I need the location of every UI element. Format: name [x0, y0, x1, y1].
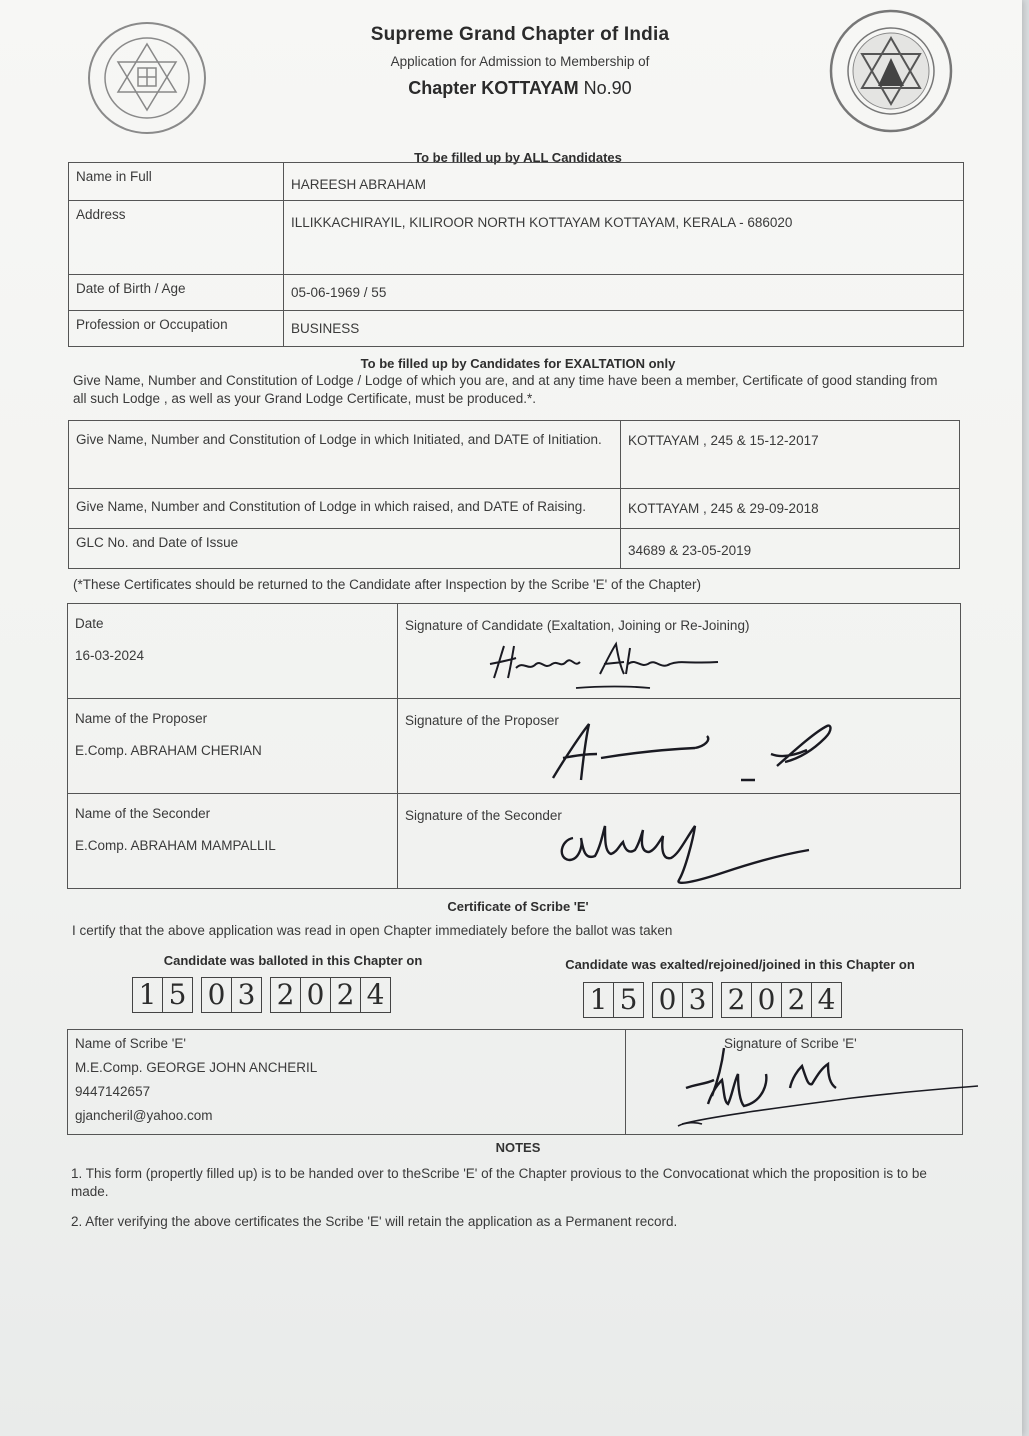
chapter-number: No.90 [583, 78, 632, 98]
digit: 5 [168, 978, 187, 1011]
note-2: 2. After verifying the above certificates the Scribe 'E' will retain the application as a Permanent record. [71, 1214, 678, 1229]
digit: 1 [133, 978, 163, 1012]
exalted-date-boxes [583, 982, 850, 1018]
exaltation-instruction: Give Name, Number and Constitution of Lodge / Lodge of which you are, and at any time have been a member, Certificate of good standing from all such Lodge , as well as your Grand Lodge Certificate, must be produced.*. [73, 373, 938, 406]
address-value: ILLIKKACHIRAYIL, KILIROOR NORTH KOTTAYAM KOTTAYAM, KERALA - 686020 [284, 201, 964, 275]
balloted-month-box [201, 977, 262, 1013]
scribe-signature [672, 1044, 982, 1130]
digit: 2 [331, 978, 361, 1012]
digit: 0 [752, 983, 782, 1017]
glc-value: 34689 & 23-05-2019 [621, 529, 960, 569]
exalted-year-box [721, 982, 842, 1018]
seconder-label: Name of the Seconder [75, 806, 211, 821]
exalted-label: Candidate was exalted/rejoined/joined in this Chapter on [565, 957, 915, 972]
name-value: HAREESH ABRAHAM [284, 163, 964, 201]
scribe-name: M.E.Comp. GEORGE JOHN ANCHERIL [75, 1060, 318, 1075]
scribe-label: Name of Scribe 'E' [75, 1036, 186, 1051]
balloted-year-box [270, 977, 391, 1013]
lodge-details-table [68, 420, 960, 569]
section-all-candidates-title: To be filled up by ALL Candidates [414, 150, 622, 165]
date-value: 16-03-2024 [75, 648, 145, 663]
digit: 4 [366, 978, 385, 1011]
certificates-footnote: (*These Certificates should be returned to the Candidate after Inspection by the Scribe 'E' of the Chapter) [73, 577, 702, 592]
proposer-signature [545, 718, 845, 790]
digit: 2 [782, 983, 812, 1017]
chapter-title [300, 78, 740, 99]
proposer-label: Name of the Proposer [75, 711, 208, 726]
dob-label: Date of Birth / Age [69, 275, 284, 311]
chapter-name: Chapter KOTTAYAM [408, 78, 579, 98]
form-header [300, 24, 740, 99]
candidate-signature-label: Signature of Candidate (Exaltation, Joining or Re-Joining) [405, 618, 750, 633]
balloted-label: Candidate was balloted in this Chapter on [163, 953, 423, 968]
candidate-signature [480, 638, 730, 696]
digit: 1 [584, 983, 614, 1017]
scribe-signature-label: Signature of Scribe 'E' [724, 1036, 857, 1051]
note-1: 1. This form (propertly filled up) is to be handed over to theScribe 'E' of the Chapter provious to the Convocationat which the proposition is to be made. [71, 1166, 927, 1199]
raising-value: KOTTAYAM , 245 & 29-09-2018 [621, 489, 960, 529]
certificate-title: Certificate of Scribe 'E' [447, 899, 589, 914]
digit: 2 [271, 978, 301, 1012]
exalted-month-box [652, 982, 713, 1018]
glc-label: GLC No. and Date of Issue [69, 529, 621, 569]
digit: 0 [301, 978, 331, 1012]
scribe-details-cell [68, 1030, 626, 1135]
balloted-date-boxes [132, 977, 399, 1013]
supreme-grand-chapter-seal-icon [86, 20, 208, 136]
proposer-signature-label: Signature of the Proposer [405, 713, 559, 728]
seconder-name: E.Comp. ABRAHAM MAMPALLIL [75, 838, 276, 853]
exalted-day-box [583, 982, 644, 1018]
candidate-details-table [68, 162, 964, 347]
scribe-phone: 9447142657 [75, 1084, 151, 1099]
seconder-signature [555, 810, 815, 890]
form-subtitle: Application for Admission to Membership of [390, 54, 650, 69]
initiation-value: KOTTAYAM , 245 & 15-12-2017 [621, 421, 960, 489]
digit: 0 [653, 983, 683, 1017]
name-label: Name in Full [69, 163, 284, 201]
scribe-email: gjancheril@yahoo.com [75, 1108, 213, 1123]
occupation-value: BUSINESS [284, 311, 964, 347]
raising-label: Give Name, Number and Constitution of Lodge in which raised, and DATE of Raising. [69, 489, 621, 529]
notes-title: NOTES [495, 1140, 541, 1155]
proposer-cell [68, 699, 398, 794]
certificate-statement: I certify that the above application was read in open Chapter immediately before the ballot was taken [72, 923, 673, 938]
section-exaltation-title: To be filled up by Candidates for EXALTATION only [360, 356, 676, 371]
date-cell [68, 604, 398, 699]
address-label: Address [69, 201, 284, 275]
digit: 2 [722, 983, 752, 1017]
digit: 0 [202, 978, 232, 1012]
dob-value: 05-06-1969 / 55 [284, 275, 964, 311]
digit: 3 [237, 978, 256, 1011]
seconder-signature-label: Signature of the Seconder [405, 808, 562, 823]
occupation-label: Profession or Occupation [69, 311, 284, 347]
date-label: Date [75, 616, 104, 631]
digit: 5 [619, 983, 638, 1016]
seconder-cell [68, 794, 398, 889]
digit: 3 [688, 983, 707, 1016]
digit: 4 [817, 983, 836, 1016]
balloted-day-box [132, 977, 193, 1013]
initiation-label: Give Name, Number and Constitution of Lodge in which Initiated, and DATE of Initiation. [69, 421, 621, 489]
regional-grand-chapter-seal-icon [828, 8, 954, 134]
proposer-name: E.Comp. ABRAHAM CHERIAN [75, 743, 262, 758]
organization-title: Supreme Grand Chapter of India [370, 24, 670, 45]
